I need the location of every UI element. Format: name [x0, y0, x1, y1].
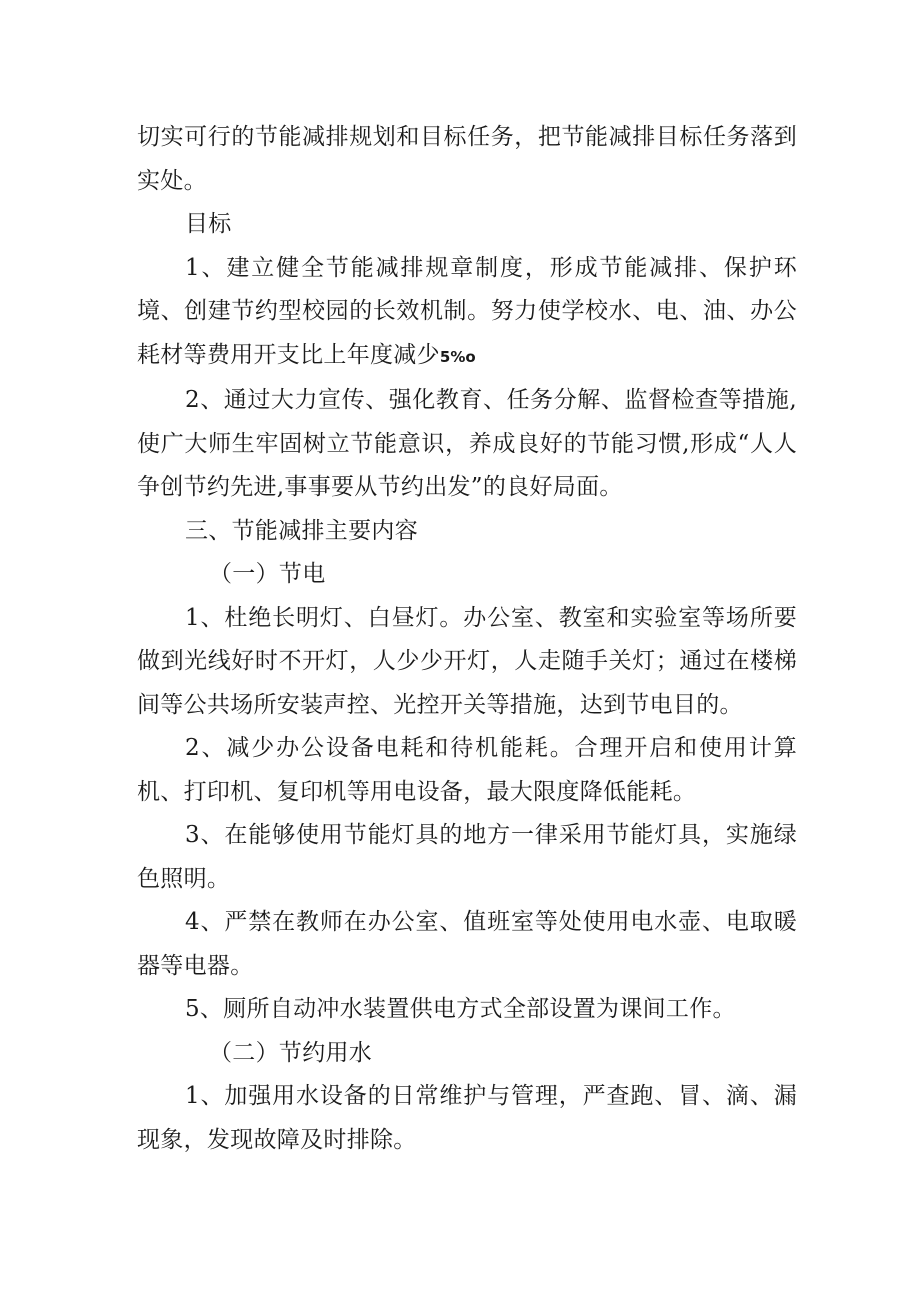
- paragraph-electricity-5: 5、厕所自动冲水装置供电方式全部设置为课间工作。: [185, 996, 736, 1022]
- subsection-heading-save-water: （二）节约用水: [209, 1039, 373, 1066]
- section-heading-main-content: 三、节能减排主要内容: [185, 517, 418, 544]
- heading-goal: 目标: [185, 211, 232, 237]
- paragraph-electricity-4: 4、严禁在教师在办公室、值班室等处使用电水壶、电取暖器等电器。: [137, 909, 797, 979]
- paragraph-water-1: 1、加强用水设备的日常维护与管理，严查跑、冒、滴、漏现象，发现故障及时排除。: [137, 1083, 797, 1153]
- paragraph-electricity-2: 2、减少办公设备电耗和待机能耗。合理开启和使用计算机、打印机、复印机等用电设备，最大限度降低能耗。: [137, 735, 797, 805]
- paragraph-goal-1: [137, 247, 797, 380]
- paragraph-electricity-3: 3、在能够使用节能灯具的地方一律采用节能灯具，实施绿色照明。: [137, 822, 797, 892]
- document-body: [137, 116, 797, 1162]
- paragraph-goal-2: 2、通过大力宣传、强化教育、任务分解、监督检查等措施,使广大师生牢固树立节能意识，养成良好的节能习惯,形成“人人争创节约先进,事事要从节约出发”的良好局面。: [137, 387, 797, 500]
- paragraph-goal-1-suffix: 5%o: [439, 347, 476, 366]
- paragraph-goal-1-text: 1、建立健全节能减排规章制度，形成节能减排、保护环境、创建节约型校园的长效机制。努力使学校水、电、油、办公耗材等费用开支比上年度减少: [137, 254, 797, 368]
- paragraph-continuation: 切实可行的节能减排规划和目标任务，把节能减排目标任务落到实处。: [137, 124, 797, 194]
- paragraph-electricity-1: 1、杜绝长明灯、白昼灯。办公室、教室和实验室等场所要做到光线好时不开灯，人少少开灯，人走随手关灯；通过在楼梯间等公共场所安装声控、光控开关等措施，达到节电目的。: [137, 604, 797, 718]
- subsection-heading-save-electricity: （一）节电: [209, 561, 326, 587]
